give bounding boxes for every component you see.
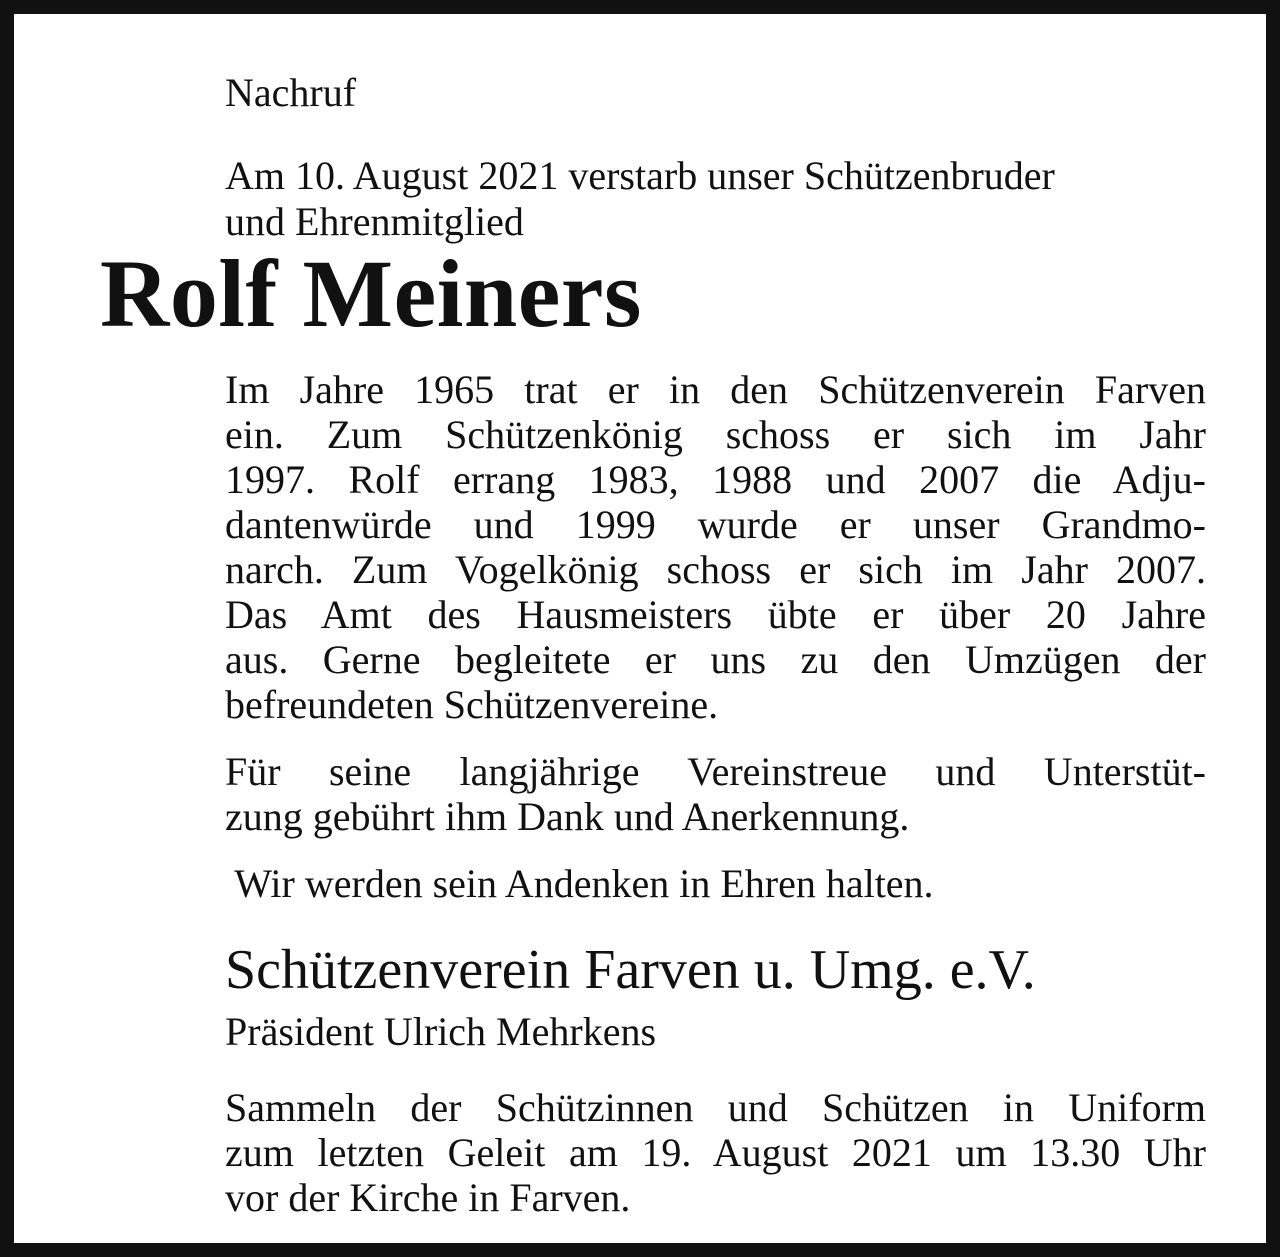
organization-name: Schützenverein Farven u. Umg. e.V.: [225, 939, 1036, 1001]
paragraph-1-line-7: aus. Gerne begleitete er uns zu den Umzügen der: [225, 637, 1206, 682]
deceased-name: Rolf Meiners: [100, 240, 642, 347]
paragraph-2-line-1: Für seine langjährige Vereinstreue und Unterstüt-: [225, 749, 1206, 794]
paragraph-1-line-5: narch. Zum Vogelkönig schoss er sich im Jahr 2007.: [225, 547, 1206, 592]
notice-heading: Nachruf: [225, 70, 357, 115]
paragraph-1-line-1: Im Jahre 1965 trat er in den Schützenverein Farven: [225, 367, 1206, 412]
intro-line-1: Am 10. August 2021 verstarb unser Schützenbruder: [225, 153, 1055, 198]
paragraph-1-line-6: Das Amt des Hausmeisters übte er über 20 Jahre: [225, 592, 1206, 637]
gathering-line-3: vor der Kirche in Farven.: [225, 1175, 631, 1220]
closing-line: Wir werden sein Andenken in Ehren halten.: [225, 861, 934, 906]
paragraph-1-line-3: 1997. Rolf errang 1983, 1988 und 2007 die Adju-: [225, 457, 1206, 502]
president-name: Präsident Ulrich Mehrkens: [225, 1009, 657, 1054]
paragraph-1-line-2: ein. Zum Schützenkönig schoss er sich im Jahr: [225, 412, 1206, 457]
paragraph-1-line-8: befreundeten Schützenvereine.: [225, 682, 719, 727]
intro-line-2: und Ehrenmitglied: [225, 199, 524, 244]
gathering-line-2: zum letzten Geleit am 19. August 2021 um 13.30 Uhr: [225, 1130, 1206, 1175]
gathering-line-1: Sammeln der Schützinnen und Schützen in Uniform: [225, 1085, 1206, 1130]
paragraph-2-line-2: zung gebührt ihm Dank und Anerkennung.: [225, 794, 910, 839]
paragraph-1-line-4: dantenwürde und 1999 wurde er unser Grandmo-: [225, 502, 1206, 547]
